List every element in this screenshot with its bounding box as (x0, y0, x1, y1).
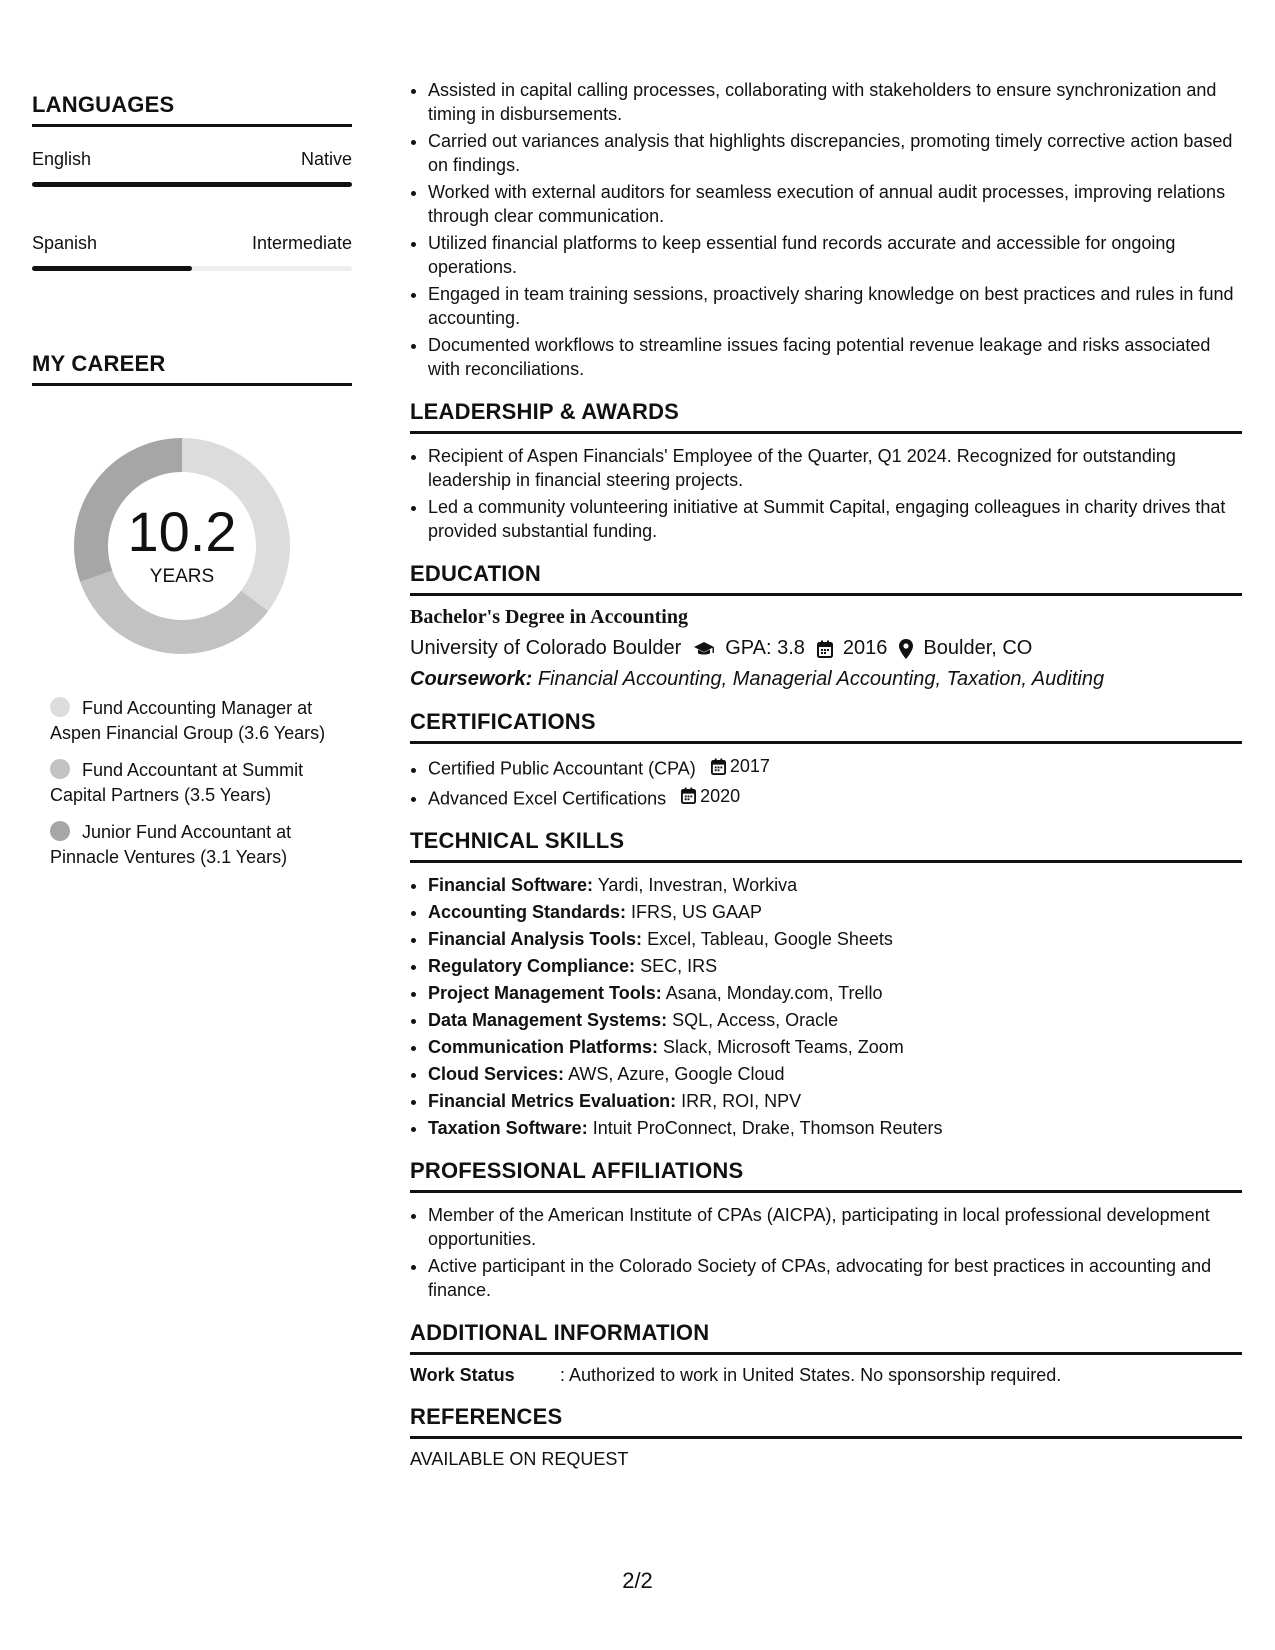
leadership-heading: LEADERSHIP & AWARDS (410, 399, 1242, 434)
certification-year: 2017 (729, 756, 770, 776)
experience-bullet: • Worked with external auditors for seamless execution of annual audit processes, improving relations through clear communication. (428, 180, 1242, 228)
education-heading: EDUCATION (410, 561, 1242, 596)
skill-values: IRR, ROI, NPV (681, 1091, 802, 1111)
certification-name: Advanced Excel Certifications (428, 788, 667, 808)
skill-category: Project Management Tools: (428, 983, 662, 1003)
right-column (410, 78, 1242, 1470)
skill-item (428, 981, 1242, 1005)
language-proficiency-fill (32, 182, 352, 187)
skill-category: Financial Metrics Evaluation: (428, 1091, 677, 1111)
language-proficiency-bar (32, 266, 352, 271)
language-proficiency-bar (32, 182, 352, 187)
career-legend-item (50, 758, 352, 808)
left-column (32, 92, 352, 882)
skill-category: Taxation Software: (428, 1118, 588, 1138)
skill-category: Financial Analysis Tools: (428, 929, 643, 949)
career-total-unit: YEARS (149, 566, 215, 587)
language-name: Spanish (32, 233, 98, 253)
certifications-section (410, 709, 1242, 810)
additional-heading: ADDITIONAL INFORMATION (410, 1320, 1242, 1355)
certification-year: 2020 (700, 785, 741, 806)
graduation-cap-icon (693, 641, 715, 657)
legend-dot-icon (50, 697, 70, 717)
experience-bullets (410, 78, 1242, 381)
skill-values: SQL, Access, Oracle (672, 1010, 839, 1030)
skill-category: Data Management Systems: (428, 1010, 668, 1030)
language-item (32, 149, 352, 187)
work-status-value: : Authorized to work in United States. No sponsorship required. (560, 1365, 1062, 1385)
coursework-label: Coursework: (410, 668, 533, 690)
career-heading: MY CAREER (32, 351, 352, 386)
certification-name: Certified Public Accountant (CPA) (428, 758, 696, 779)
work-status-label: Work Status (410, 1365, 515, 1385)
career-total-years: 10.2 (127, 500, 237, 563)
legend-dot-icon (50, 821, 70, 841)
map-pin-icon (899, 639, 913, 659)
skill-values: Excel, Tableau, Google Sheets (647, 929, 893, 949)
skill-item (428, 1089, 1242, 1113)
career-legend-label: Junior Fund Accountant at Pinnacle Ventures (3.1 Years) (50, 822, 292, 867)
experience-bullet: • Utilized financial platforms to keep essential fund records accurate and accessible for ongoing operations. (428, 231, 1242, 279)
skill-category: Regulatory Compliance: (428, 956, 636, 976)
skill-values: Asana, Monday.com, Trello (665, 983, 883, 1003)
leadership-item: • Recipient of Aspen Financials' Employee of the Quarter, Q1 2024. Recognized for outstanding leadership in financial steering projects. (428, 444, 1242, 492)
affiliation-item: • Active participant in the Colorado Society of CPAs, advocating for best practices in accounting and finance. (428, 1254, 1242, 1302)
skill-values: IFRS, US GAAP (631, 902, 763, 922)
education-gpa: GPA: 3.8 (725, 637, 805, 659)
affiliation-item: • Member of the American Institute of CPAs (AICPA), participating in local professional development opportunities. (428, 1203, 1242, 1251)
language-name: English (32, 149, 92, 169)
career-legend-item (50, 820, 352, 870)
career-legend-item (50, 696, 352, 746)
language-level: Native (300, 149, 352, 169)
page-number: 2/2 (622, 1568, 653, 1593)
skill-category: Financial Software: (428, 875, 594, 895)
education-location: Boulder, CO (923, 637, 1033, 659)
career-legend (32, 696, 352, 870)
language-level: Intermediate (251, 233, 352, 253)
skill-item (428, 1116, 1242, 1140)
skill-item (428, 927, 1242, 951)
skill-values: SEC, IRS (640, 956, 718, 976)
skill-item (428, 1035, 1242, 1059)
skill-category: Communication Platforms: (428, 1037, 659, 1057)
skill-item (428, 954, 1242, 978)
skills-section (410, 828, 1242, 1140)
education-degree: Bachelor's Degree in Accounting (410, 606, 688, 628)
certifications-heading: CERTIFICATIONS (410, 709, 1242, 744)
education-section (410, 561, 1242, 691)
leadership-section (410, 399, 1242, 543)
skill-item (428, 900, 1242, 924)
skill-category: Accounting Standards: (428, 902, 627, 922)
references-text: AVAILABLE ON REQUEST (410, 1449, 629, 1469)
skill-values: Intuit ProConnect, Drake, Thomson Reuters (592, 1118, 943, 1138)
skill-item (428, 1008, 1242, 1032)
career-legend-label: Fund Accounting Manager at Aspen Financial Group (3.6 Years) (50, 698, 326, 743)
calendar-icon (817, 640, 833, 658)
references-heading: REFERENCES (410, 1404, 1242, 1439)
career-legend-label: Fund Accountant at Summit Capital Partners (3.5 Years) (50, 760, 304, 805)
skill-item (428, 1062, 1242, 1086)
skill-values: AWS, Azure, Google Cloud (568, 1064, 785, 1084)
affiliations-heading: PROFESSIONAL AFFILIATIONS (410, 1158, 1242, 1193)
legend-dot-icon (50, 759, 70, 779)
coursework-list: Financial Accounting, Managerial Accounting, Taxation, Auditing (537, 668, 1105, 690)
languages-heading: LANGUAGES (32, 92, 352, 127)
skill-item (428, 873, 1242, 897)
leadership-item: • Led a community volunteering initiative at Summit Capital, engaging colleagues in charity drives that provided substantial funding. (428, 495, 1242, 543)
career-donut-chart (62, 426, 302, 666)
certification-item (428, 754, 1242, 781)
language-item (32, 233, 352, 271)
skill-category: Cloud Services: (428, 1064, 565, 1084)
experience-bullet: • Documented workflows to streamline issues facing potential revenue leakage and risks associated with reconciliations. (428, 333, 1242, 381)
calendar-icon (711, 758, 726, 775)
language-proficiency-fill (32, 266, 192, 271)
certification-item (428, 784, 1242, 811)
education-school: University of Colorado Boulder (410, 637, 682, 659)
experience-bullet: • Engaged in team training sessions, proactively sharing knowledge on best practices and rules in fund accounting. (428, 282, 1242, 330)
education-year: 2016 (842, 637, 888, 659)
skills-heading: TECHNICAL SKILLS (410, 828, 1242, 863)
skill-values: Slack, Microsoft Teams, Zoom (663, 1037, 904, 1057)
skill-values: Yardi, Investran, Workiva (597, 875, 798, 895)
references-section (410, 1404, 1242, 1470)
experience-bullet: • Carried out variances analysis that highlights discrepancies, promoting timely corrective action based on findings. (428, 129, 1242, 177)
calendar-icon (681, 787, 696, 804)
experience-bullet: • Assisted in capital calling processes, collaborating with stakeholders to ensure synchronization and timing in disbursements. (428, 78, 1242, 126)
affiliations-section (410, 1158, 1242, 1302)
additional-section (410, 1320, 1242, 1386)
